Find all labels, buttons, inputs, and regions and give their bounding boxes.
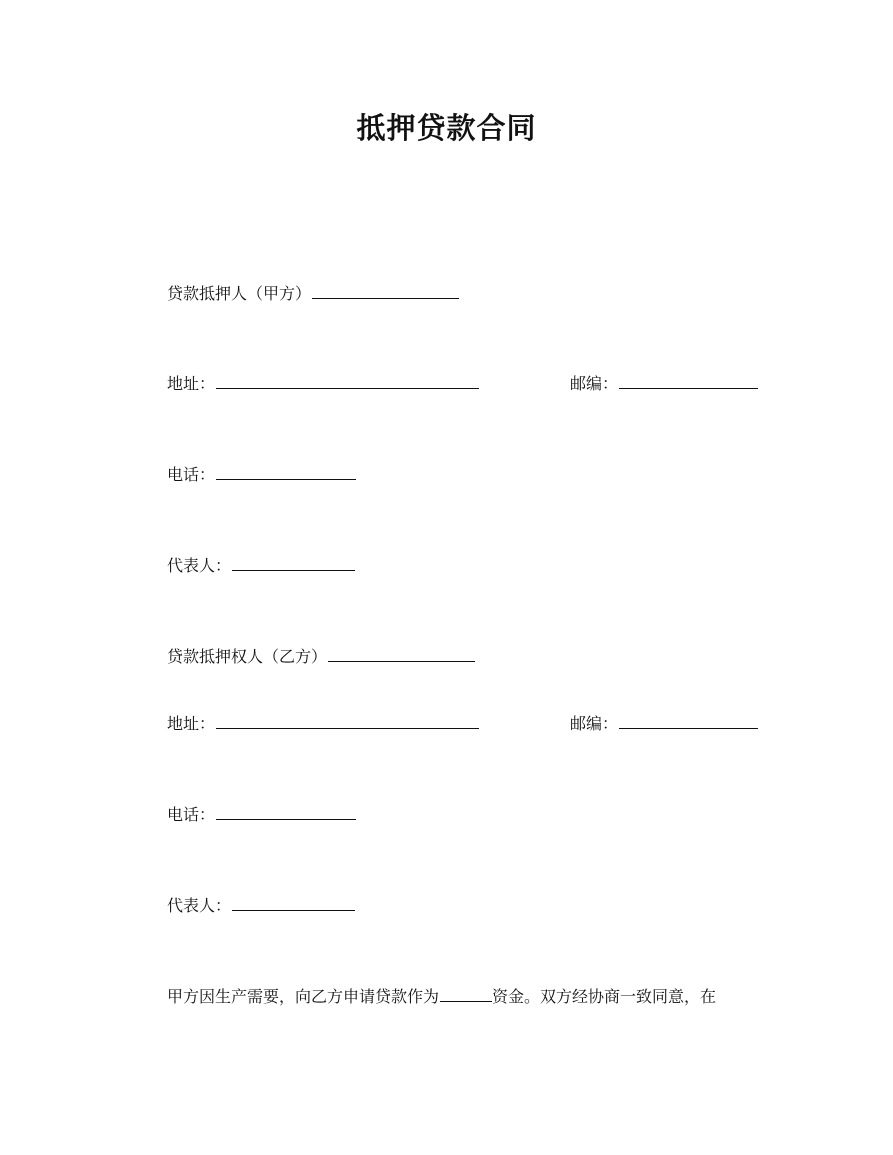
party-b-postcode-label: 邮编： [570, 714, 619, 733]
party-a-heading-line [167, 281, 459, 306]
party-b-phone-line [167, 802, 356, 827]
party-a-postcode-blank[interactable] [619, 371, 758, 389]
party-a-representative-line [167, 553, 355, 578]
party-b-phone-blank[interactable] [216, 802, 356, 820]
party-a-phone-blank[interactable] [216, 462, 356, 480]
party-b-representative-line [167, 893, 355, 918]
party-a-representative-label: 代表人： [167, 556, 232, 575]
party-b-representative-label: 代表人： [167, 896, 232, 915]
party-b-name-blank[interactable] [328, 644, 475, 662]
party-a-address-line [167, 371, 479, 396]
party-a-phone-line [167, 462, 356, 487]
party-a-phone-label: 电话： [167, 465, 216, 484]
party-a-address-blank[interactable] [216, 371, 479, 389]
party-b-heading-line [167, 644, 475, 669]
party-b-phone-label: 电话： [167, 805, 216, 824]
party-b-address-blank[interactable] [216, 711, 479, 729]
party-a-address-label: 地址： [167, 374, 216, 393]
party-a-postcode-line [570, 371, 758, 396]
party-b-heading: 贷款抵押权人（乙方） [167, 647, 328, 666]
party-a-postcode-label: 邮编： [570, 374, 619, 393]
party-a-heading: 贷款抵押人（甲方） [167, 284, 312, 303]
party-a-representative-blank[interactable] [232, 553, 355, 571]
party-b-postcode-line [570, 711, 758, 736]
loan-purpose-blank[interactable] [440, 984, 492, 1002]
body-text-part2: 资金。双方经协商一致同意，在 [492, 987, 717, 1006]
document-title: 抵押贷款合同 [356, 111, 537, 145]
body-text-part1: 甲方因生产需要，向乙方申请贷款作为 [167, 987, 440, 1006]
party-b-representative-blank[interactable] [232, 893, 355, 911]
party-b-postcode-blank[interactable] [619, 711, 758, 729]
contract-body-paragraph [167, 984, 767, 1009]
party-b-address-label: 地址： [167, 714, 216, 733]
party-b-address-line [167, 711, 479, 736]
party-a-name-blank[interactable] [312, 281, 459, 299]
